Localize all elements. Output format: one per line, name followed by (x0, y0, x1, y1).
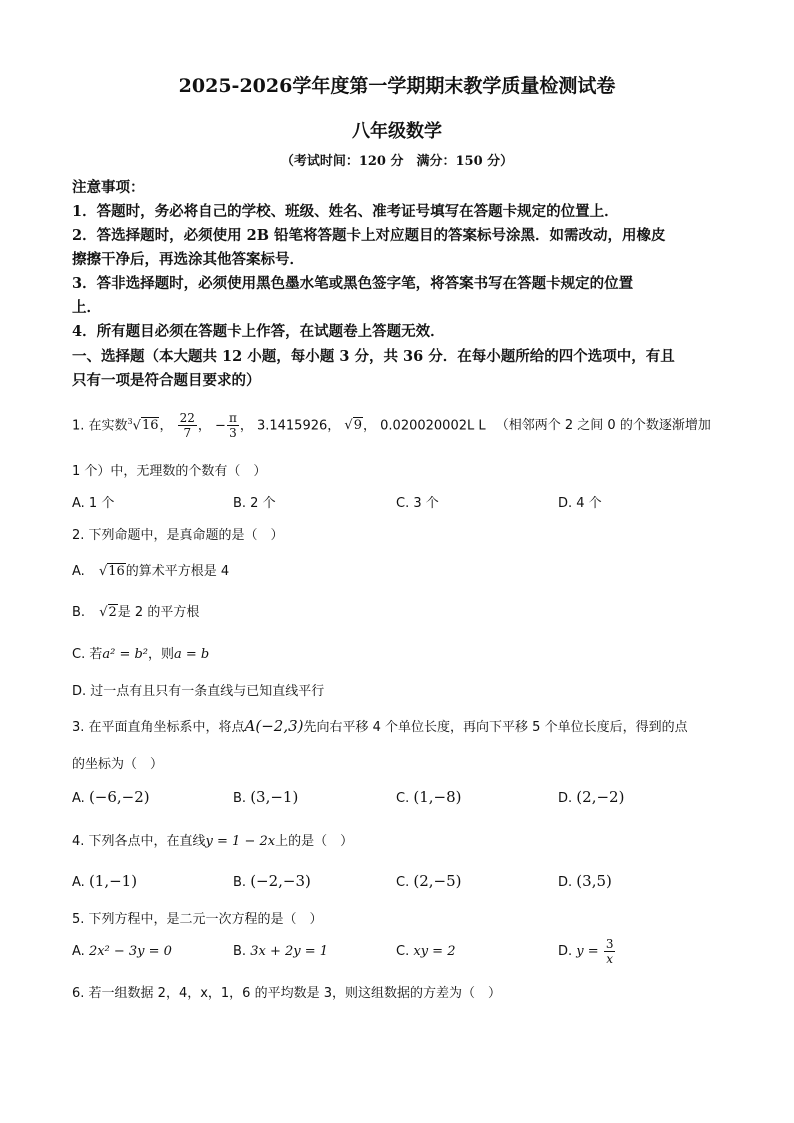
q4-option-a: A. (1,−1) (72, 872, 138, 890)
q1-option-a: A. 1 个 (72, 496, 115, 511)
q6-stem: 6. 若一组数据 2，4，x，1，6 的平均数是 3，则这组数据的方差为（ ） (72, 986, 501, 1001)
q4-option-c: C. (2,−5) (396, 872, 462, 890)
q2-option-a: A. √16的算术平方根是 4 (72, 564, 230, 579)
notice-item-2: 2．答选择题时，必须使用 2B 铅笔将答题卡上对应题目的答案标号涂黑．如需改动，用橡皮 (72, 227, 666, 244)
q2-stem: 2. 下列命题中，是真命题的是（ ） (72, 528, 284, 543)
q1-prefix: 1. 在实数 (72, 418, 128, 434)
notice-item-1: 1．答题时，务必将自己的学校、班级、姓名、准考证号填写在答题卡规定的位置上． (72, 203, 619, 220)
q1-stem: 1. 在实数$^3$√16， $\frac{22}{7}$ ， − $\frac{\pi}{3}$ ， 3.1415926， √9， 0.020020002L L （相邻两个 2 之间 0 的个数逐渐增加 (72, 402, 711, 442)
notice-heading: 注意事项： (72, 179, 145, 196)
q3-option-d: D. (2,−2) (558, 788, 625, 806)
notice-item-3: 3．答非选择题时，必须使用黑色墨水笔或黑色签字笔，将答案书写在答题卡规定的位置 (72, 275, 634, 292)
q2-option-c: C. 若a² = b²，则a = b (72, 647, 210, 662)
notice-item-3-cont: 上． (72, 299, 101, 316)
q1-value-b: 0.020020002L L (380, 418, 486, 434)
q5-option-a: A. 2x² − 3y = 0 (72, 944, 172, 959)
notice-item-4: 4．所有题目必须在答题卡上作答，在试题卷上答题无效． (72, 323, 445, 340)
q4-stem: 4. 下列各点中，在直线y = 1 − 2x上的是（ ） (72, 834, 354, 849)
q1-suffix: （相邻两个 2 之间 0 的个数逐渐增加 (495, 418, 711, 434)
q1-stem-cont: 1 个）中，无理数的个数有（ ） (72, 464, 267, 479)
section1-heading-cont: 只有一项是符合题目要求的） (72, 372, 261, 389)
q3-option-b: B. (3,−1) (233, 788, 299, 806)
q5-option-c: C. xy = 2 (396, 944, 456, 959)
q1-option-b: B. 2 个 (233, 496, 276, 511)
exam-info: （考试时间：120 分 满分：150 分） (280, 154, 514, 169)
q1-fraction-1: $\frac{22}{7}$ (179, 411, 195, 441)
q3-option-a: A. (−6,−2) (72, 788, 150, 806)
q1-value-a: 3.1415926 (256, 418, 328, 434)
q5-option-b: B. 3x + 2y = 1 (233, 944, 329, 959)
exam-subtitle: 八年级数学 (352, 121, 442, 142)
notice-item-2-cont: 擦擦干净后，再选涂其他答案标号． (72, 251, 304, 268)
q2-option-b: B. √2是 2 的平方根 (72, 605, 200, 620)
q5-stem: 5. 下列方程中，是二元一次方程的是（ ） (72, 912, 323, 927)
q1-option-d: D. 4 个 (558, 496, 602, 511)
section1-heading: 一、选择题（本大题共 12 小题，每小题 3 分，共 36 分．在每小题所给的四个选项中，有且 (72, 348, 675, 365)
q1-fraction-2: $\frac{\pi}{3}$ (228, 411, 237, 441)
q5-option-d: D. y = $\frac{3}{x}$ (558, 937, 614, 966)
q1-sqrt: √9 (344, 418, 362, 434)
q4-option-b: B. (−2,−3) (233, 872, 311, 890)
q4-option-d: D. (3,5) (558, 872, 612, 890)
q1-cbrt: $^3$√16 (127, 417, 159, 434)
q2-option-d: D. 过一点有且只有一条直线与已知直线平行 (72, 684, 325, 699)
q1-option-c: C. 3 个 (396, 496, 439, 511)
q3-option-c: C. (1,−8) (396, 788, 462, 806)
exam-title: 2025-2026学年度第一学期期末教学质量检测试卷 (178, 75, 616, 97)
q3-stem: 3. 在平面直角坐标系中，将点A(−2,3)先向右平移 4 个单位长度，再向下平移 5 个单位长度后，得到的点 (72, 717, 688, 735)
q3-stem-cont: 的坐标为（ ） (72, 757, 164, 772)
